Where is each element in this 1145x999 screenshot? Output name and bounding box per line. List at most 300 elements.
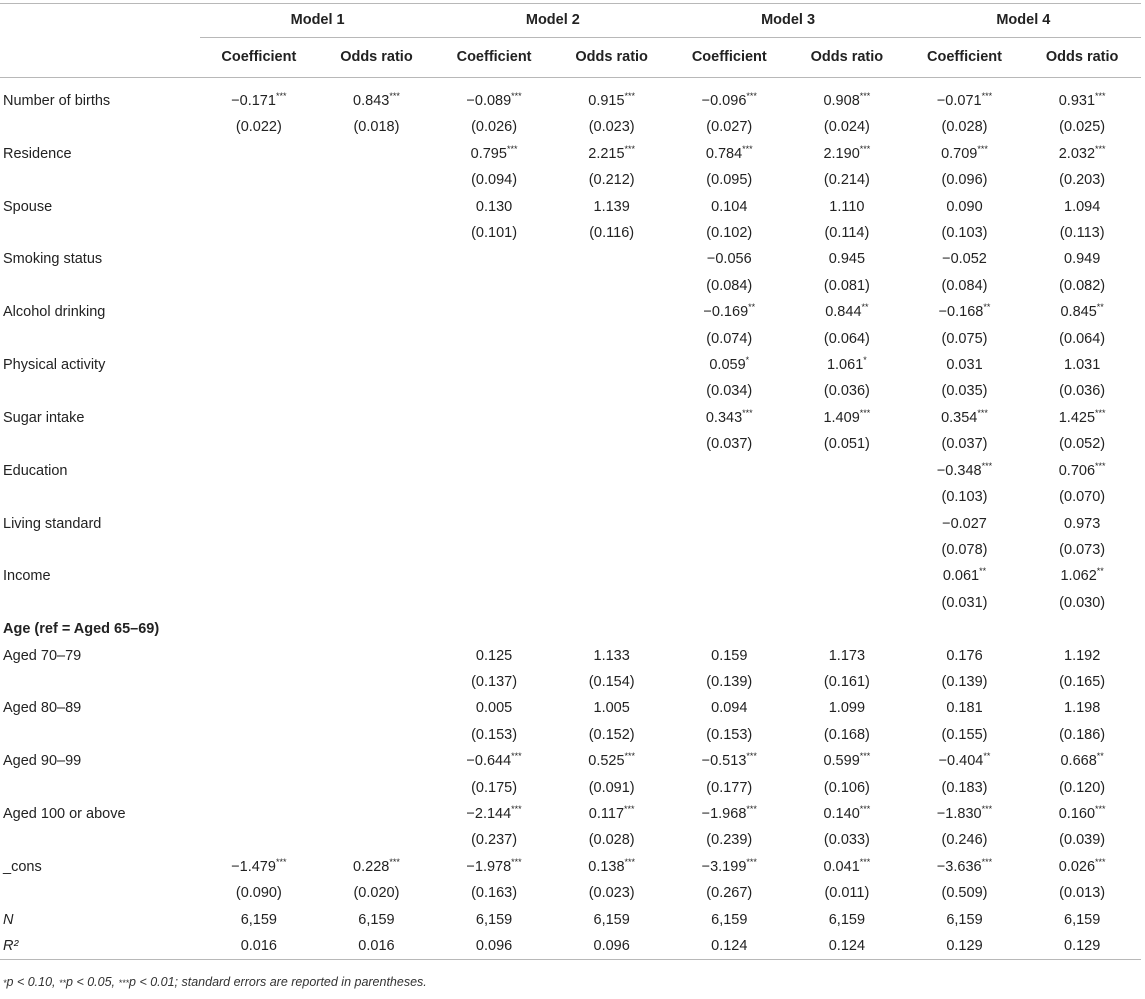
variable-label: Aged 100 or above: [3, 805, 126, 822]
coefficient-cell: [670, 352, 788, 378]
standard-error-row: [0, 273, 1141, 299]
standard-error-cell: (0.509): [941, 885, 988, 902]
subcolumn-header: Odds ratio: [1023, 38, 1141, 78]
coefficient-cell: [318, 643, 436, 669]
standard-error-cell: [553, 590, 671, 616]
footnote-stars: **: [59, 978, 67, 988]
standard-error-cell: (0.154): [588, 673, 635, 690]
significance-stars: ***: [275, 856, 287, 867]
significance-stars: ***: [1095, 460, 1106, 471]
standard-error-row: [0, 484, 1141, 510]
significance-stars: ***: [511, 803, 522, 814]
standard-error-cell: (0.078): [941, 541, 988, 558]
coefficient-value: 2.032: [1058, 145, 1096, 162]
standard-error-cell: (0.026): [471, 119, 518, 136]
coefficient-value: −0.171: [231, 93, 276, 109]
statistic-value: 6,159: [240, 911, 277, 928]
coefficient-value: 0.845: [1060, 304, 1097, 321]
standard-error-cell: (0.165): [1059, 673, 1106, 690]
standard-error-row: [0, 220, 1141, 246]
coefficient-cell: [435, 801, 553, 827]
standard-error-cell: [318, 537, 436, 563]
coefficient-cell: [318, 246, 436, 272]
standard-error-cell: (0.025): [1059, 119, 1106, 136]
variable-label: Alcohol drinking: [3, 304, 106, 321]
significance-stars: **: [979, 566, 987, 577]
coefficient-cell: [906, 511, 1024, 537]
standard-error-cell: (0.095): [706, 172, 753, 189]
variable-label: Physical activity: [3, 357, 106, 374]
table-body: [0, 78, 1141, 960]
coefficient-value: 0.599: [823, 753, 860, 770]
coefficient-value: 0.181: [946, 700, 983, 717]
coefficient-cell: [200, 854, 318, 880]
significance-stars: ***: [389, 856, 400, 867]
standard-error-cell: [788, 537, 906, 563]
coefficient-cell: [906, 643, 1024, 669]
variable-label: Aged 70–79: [3, 647, 82, 664]
standard-error-cell: (0.033): [823, 832, 870, 849]
coefficient-cell: [1023, 458, 1141, 484]
standard-error-cell: [670, 590, 788, 616]
standard-error-cell: (0.024): [823, 119, 870, 136]
significance-stars: ***: [1095, 407, 1106, 418]
coefficient-value: −0.089: [466, 93, 512, 109]
coefficient-cell: [906, 299, 1024, 325]
standard-error-cell: [200, 827, 318, 853]
standard-error-cell: (0.161): [823, 673, 870, 690]
coefficient-cell: [200, 458, 318, 484]
significance-stars: ***: [624, 751, 636, 762]
significance-stars: **: [861, 302, 869, 313]
standard-error-cell: [318, 669, 436, 695]
statistic-value: 0.129: [1023, 933, 1141, 960]
coefficient-value: 0.908: [823, 93, 860, 109]
significance-stars: **: [1096, 566, 1104, 577]
coefficient-cell: [788, 194, 906, 220]
statistic-value: 0.016: [318, 933, 436, 960]
standard-error-cell: (0.152): [588, 726, 635, 743]
significance-stars: ***: [859, 91, 871, 101]
corner-cell: [0, 38, 200, 78]
significance-stars: ***: [506, 143, 518, 154]
standard-error-cell: [318, 722, 436, 748]
coefficient-value: 0.949: [1064, 251, 1101, 268]
coefficient-value: 0.061: [942, 568, 980, 585]
standard-error-cell: [318, 775, 436, 801]
coefficient-cell: [906, 854, 1024, 880]
standard-error-cell: (0.155): [941, 726, 988, 743]
standard-error-cell: (0.186): [1059, 726, 1106, 743]
coefficient-value: −0.404: [938, 753, 984, 770]
coefficient-cell: [435, 854, 553, 880]
coefficient-value: 2.215: [588, 145, 625, 162]
coefficient-cell: [1023, 695, 1141, 721]
empty-label-cell: [0, 827, 200, 853]
standard-error-cell: [200, 431, 318, 457]
coefficient-value: 0.104: [711, 198, 748, 215]
coefficient-value: 0.176: [946, 647, 983, 664]
coefficient-cell: [906, 405, 1024, 431]
table-row: [0, 141, 1141, 167]
significance-stars: **: [1096, 751, 1104, 762]
empty-label-cell: [0, 722, 200, 748]
coefficient-value: 0.784: [705, 145, 743, 162]
statistic-value: 0.124: [670, 933, 788, 960]
standard-error-cell: [200, 326, 318, 352]
coefficient-cell: [200, 299, 318, 325]
coefficient-cell: [670, 194, 788, 220]
coefficient-cell: [670, 643, 788, 669]
variable-label: Residence: [3, 145, 72, 162]
coefficient-value: 0.354: [941, 409, 978, 426]
standard-error-cell: (0.037): [941, 436, 988, 453]
standard-error-cell: (0.023): [588, 885, 635, 902]
standard-error-cell: [435, 590, 553, 616]
coefficient-cell: [553, 246, 671, 272]
coefficient-cell: [788, 511, 906, 537]
coefficient-cell: [788, 801, 906, 827]
coefficient-value: 1.173: [828, 647, 866, 664]
coefficient-cell: [318, 801, 436, 827]
standard-error-row: [0, 167, 1141, 193]
standard-error-cell: (0.064): [823, 330, 870, 347]
standard-error-cell: (0.075): [941, 330, 988, 347]
coefficient-value: 0.031: [946, 357, 983, 374]
coefficient-value: −0.096: [701, 93, 747, 109]
significance-stars: *: [745, 355, 750, 366]
coefficient-cell: [318, 563, 436, 589]
standard-error-cell: (0.031): [941, 594, 988, 611]
significance-stars: ***: [511, 856, 522, 867]
standard-error-cell: [200, 220, 318, 246]
coefficient-cell: [200, 405, 318, 431]
table-row: [0, 643, 1141, 669]
significance-stars: ***: [859, 856, 871, 867]
coefficient-cell: [788, 405, 906, 431]
coefficient-value: 0.125: [475, 647, 513, 664]
empty-label-cell: [0, 431, 200, 457]
standard-error-cell: [318, 590, 436, 616]
coefficient-value: 0.843: [353, 93, 390, 109]
standard-error-cell: (0.073): [1059, 541, 1106, 558]
subcolumn-header: Coefficient: [435, 38, 553, 78]
standard-error-cell: (0.139): [706, 673, 753, 690]
statistic-value: 6,159: [358, 911, 395, 928]
standard-error-cell: (0.120): [1059, 779, 1106, 796]
coefficient-cell: [1023, 246, 1141, 272]
coefficient-value: 0.915: [588, 93, 625, 109]
coefficient-cell: [435, 643, 553, 669]
significance-stars: ***: [1095, 803, 1106, 814]
empty-label-cell: [0, 537, 200, 563]
standard-error-cell: (0.039): [1059, 832, 1106, 849]
standard-error-cell: (0.103): [941, 489, 988, 506]
significance-stars: ***: [1095, 856, 1106, 867]
table-row: [0, 695, 1141, 721]
coefficient-value: 1.031: [1064, 357, 1101, 374]
coefficient-cell: [553, 748, 671, 774]
coefficient-value: 0.005: [475, 700, 513, 717]
subcolumn-header: Odds ratio: [788, 38, 906, 78]
coefficient-value: 1.110: [829, 198, 865, 215]
statistic-value: 6,159: [946, 911, 983, 928]
coefficient-cell: [435, 299, 553, 325]
coefficient-cell: [318, 748, 436, 774]
standard-error-cell: [553, 431, 671, 457]
section-row: [0, 616, 1141, 642]
standard-error-row: [0, 537, 1141, 563]
table-row: [0, 511, 1141, 537]
variable-label: Smoking status: [3, 251, 103, 268]
statistic-symbol: R²: [3, 938, 19, 954]
standard-error-cell: (0.036): [1059, 383, 1106, 400]
significance-stars: ***: [1095, 143, 1106, 154]
standard-error-cell: [318, 326, 436, 352]
significance-stars: ***: [981, 856, 993, 867]
standard-error-cell: (0.070): [1059, 489, 1106, 506]
coefficient-cell: [788, 78, 906, 115]
statistic-value: 6,159: [475, 911, 513, 928]
coefficient-cell: [318, 405, 436, 431]
coefficient-cell: [553, 854, 671, 880]
coefficient-cell: [553, 352, 671, 378]
empty-label-cell: [0, 273, 200, 299]
statistic-value: 0.096: [435, 933, 553, 960]
standard-error-cell: (0.023): [588, 119, 635, 136]
coefficient-cell: [906, 695, 1024, 721]
coefficient-value: 0.709: [941, 145, 978, 162]
coefficient-value: −1.479: [231, 858, 276, 875]
standard-error-cell: (0.084): [706, 277, 753, 294]
coefficient-cell: [553, 458, 671, 484]
coefficient-value: 0.525: [588, 753, 625, 770]
coefficient-cell: [670, 854, 788, 880]
coefficient-cell: [553, 405, 671, 431]
coefficient-value: 0.973: [1064, 515, 1101, 532]
coefficient-cell: [788, 299, 906, 325]
coefficient-cell: [1023, 748, 1141, 774]
standard-error-cell: (0.212): [588, 172, 635, 189]
coefficient-value: 0.706: [1058, 462, 1096, 479]
coefficient-cell: [906, 352, 1024, 378]
standard-error-cell: [318, 378, 436, 404]
table-row: [0, 458, 1141, 484]
coefficient-cell: [906, 78, 1024, 115]
coefficient-value: −0.052: [942, 251, 987, 268]
coefficient-cell: [553, 511, 671, 537]
standard-error-cell: [200, 590, 318, 616]
statistic-value: 6,159: [1064, 911, 1101, 928]
standard-error-cell: [318, 273, 436, 299]
table-row: [0, 405, 1141, 431]
model-header: Model 2: [435, 4, 670, 38]
variable-label: Living standard: [3, 515, 102, 532]
footnote-text: p < 0.01; standard errors are reported in parentheses.: [129, 975, 427, 989]
empty-label-cell: [0, 775, 200, 801]
standard-error-cell: (0.153): [706, 726, 753, 743]
coefficient-cell: [1023, 405, 1141, 431]
statistic-value: 0.016: [200, 933, 318, 960]
coefficient-cell: [906, 748, 1024, 774]
standard-error-cell: (0.214): [823, 172, 870, 189]
statistic-row: [0, 907, 1141, 933]
table-row: [0, 78, 1141, 115]
standard-error-row: [0, 114, 1141, 140]
standard-error-cell: (0.153): [471, 726, 518, 743]
standard-error-row: [0, 880, 1141, 906]
subcolumn-header: Coefficient: [200, 38, 318, 78]
coefficient-value: 1.005: [593, 700, 630, 717]
significance-stars: ***: [624, 856, 636, 867]
statistic-value: 0.096: [553, 933, 671, 960]
standard-error-cell: (0.013): [1059, 885, 1106, 902]
statistic-symbol: N: [3, 911, 14, 928]
coefficient-cell: [200, 194, 318, 220]
significance-stars: *: [863, 355, 867, 366]
standard-error-cell: [553, 537, 671, 563]
standard-error-cell: (0.114): [824, 225, 870, 242]
coefficient-cell: [435, 78, 553, 115]
coefficient-value: −0.169: [703, 304, 749, 321]
standard-error-cell: (0.052): [1059, 436, 1106, 453]
standard-error-cell: (0.183): [941, 779, 988, 796]
significance-stars: **: [1096, 302, 1104, 313]
table-row: [0, 246, 1141, 272]
standard-error-cell: (0.037): [706, 436, 753, 453]
coefficient-cell: [200, 246, 318, 272]
table-row: [0, 194, 1141, 220]
standard-error-cell: (0.064): [1059, 330, 1106, 347]
standard-error-cell: (0.137): [471, 673, 518, 690]
standard-error-row: [0, 827, 1141, 853]
coefficient-value: 0.668: [1060, 753, 1097, 770]
significance-stars: **: [748, 302, 756, 313]
coefficient-cell: [318, 511, 436, 537]
standard-error-cell: (0.116): [589, 225, 635, 242]
coefficient-cell: [200, 352, 318, 378]
coefficient-cell: [200, 695, 318, 721]
coefficient-cell: [318, 854, 436, 880]
footnote-text: p < 0.05,: [66, 975, 119, 989]
coefficient-value: 0.945: [828, 251, 866, 268]
significance-stars: ***: [746, 856, 757, 867]
coefficient-cell: [906, 141, 1024, 167]
coefficient-value: −3.636: [936, 858, 982, 875]
standard-error-cell: [318, 220, 436, 246]
coefficient-cell: [906, 194, 1024, 220]
significance-stars: ***: [511, 91, 522, 101]
coefficient-cell: [670, 748, 788, 774]
coefficient-cell: [670, 299, 788, 325]
coefficient-cell: [553, 299, 671, 325]
variable-label: _cons: [3, 858, 42, 875]
empty-label-cell: [0, 326, 200, 352]
standard-error-cell: [318, 827, 436, 853]
coefficient-cell: [200, 511, 318, 537]
standard-error-cell: [200, 167, 318, 193]
footnote-stars: ***: [118, 978, 130, 988]
coefficient-cell: [670, 511, 788, 537]
coefficient-value: 0.228: [353, 858, 390, 875]
standard-error-cell: (0.102): [706, 225, 753, 242]
model-header: Model 1: [200, 4, 435, 38]
coefficient-cell: [553, 563, 671, 589]
significance-stars: ***: [389, 91, 400, 101]
coefficient-value: 1.139: [593, 198, 630, 215]
significance-stars: ***: [746, 751, 757, 762]
significance-stars: ***: [746, 803, 757, 814]
footnote-stars: *: [3, 978, 7, 988]
significance-stars: ***: [624, 143, 636, 154]
standard-error-cell: [670, 537, 788, 563]
coefficient-value: 0.138: [588, 858, 625, 875]
coefficient-cell: [788, 695, 906, 721]
coefficient-cell: [906, 801, 1024, 827]
variable-label: Aged 80–89: [3, 700, 82, 717]
model-header: Model 4: [906, 4, 1141, 38]
standard-error-cell: (0.139): [941, 673, 988, 690]
standard-error-row: [0, 378, 1141, 404]
coefficient-value: 0.140: [823, 805, 860, 822]
coefficient-value: 1.099: [828, 700, 866, 717]
coefficient-value: 1.192: [1064, 647, 1101, 664]
coefficient-cell: [670, 458, 788, 484]
coefficient-value: 2.190: [823, 145, 860, 162]
model-header: Model 3: [670, 4, 905, 38]
significance-stars: ***: [511, 751, 522, 762]
coefficient-cell: [318, 299, 436, 325]
coefficient-cell: [1023, 511, 1141, 537]
standard-error-cell: (0.030): [1059, 594, 1106, 611]
coefficient-cell: [200, 141, 318, 167]
coefficient-cell: [318, 352, 436, 378]
standard-error-cell: (0.246): [941, 832, 988, 849]
standard-error-row: [0, 669, 1141, 695]
statistic-label: [0, 907, 200, 933]
corner-cell: [0, 4, 200, 38]
coefficient-cell: [788, 141, 906, 167]
standard-error-cell: [788, 484, 906, 510]
coefficient-value: −0.644: [466, 753, 512, 770]
coefficient-cell: [906, 458, 1024, 484]
coefficient-value: 0.795: [470, 145, 507, 162]
significance-stars: ***: [859, 407, 871, 418]
variable-label: Spouse: [3, 198, 53, 215]
coefficient-cell: [670, 563, 788, 589]
standard-error-cell: (0.034): [706, 383, 753, 400]
standard-error-cell: [318, 167, 436, 193]
coefficient-cell: [553, 194, 671, 220]
variable-label: Number of births: [3, 93, 111, 109]
empty-label-cell: [0, 220, 200, 246]
standard-error-cell: (0.239): [706, 832, 753, 849]
standard-error-cell: [553, 326, 671, 352]
coefficient-cell: [788, 854, 906, 880]
standard-error-cell: (0.011): [824, 885, 870, 902]
standard-error-cell: [553, 378, 671, 404]
standard-error-cell: (0.168): [823, 726, 870, 743]
coefficient-cell: [200, 563, 318, 589]
coefficient-cell: [670, 405, 788, 431]
standard-error-cell: (0.081): [823, 277, 870, 294]
coefficient-value: 0.931: [1058, 93, 1096, 109]
coefficient-cell: [553, 78, 671, 115]
standard-error-cell: [200, 484, 318, 510]
significance-stars: ***: [859, 751, 871, 762]
subcolumn-header: Coefficient: [670, 38, 788, 78]
coefficient-cell: [435, 563, 553, 589]
